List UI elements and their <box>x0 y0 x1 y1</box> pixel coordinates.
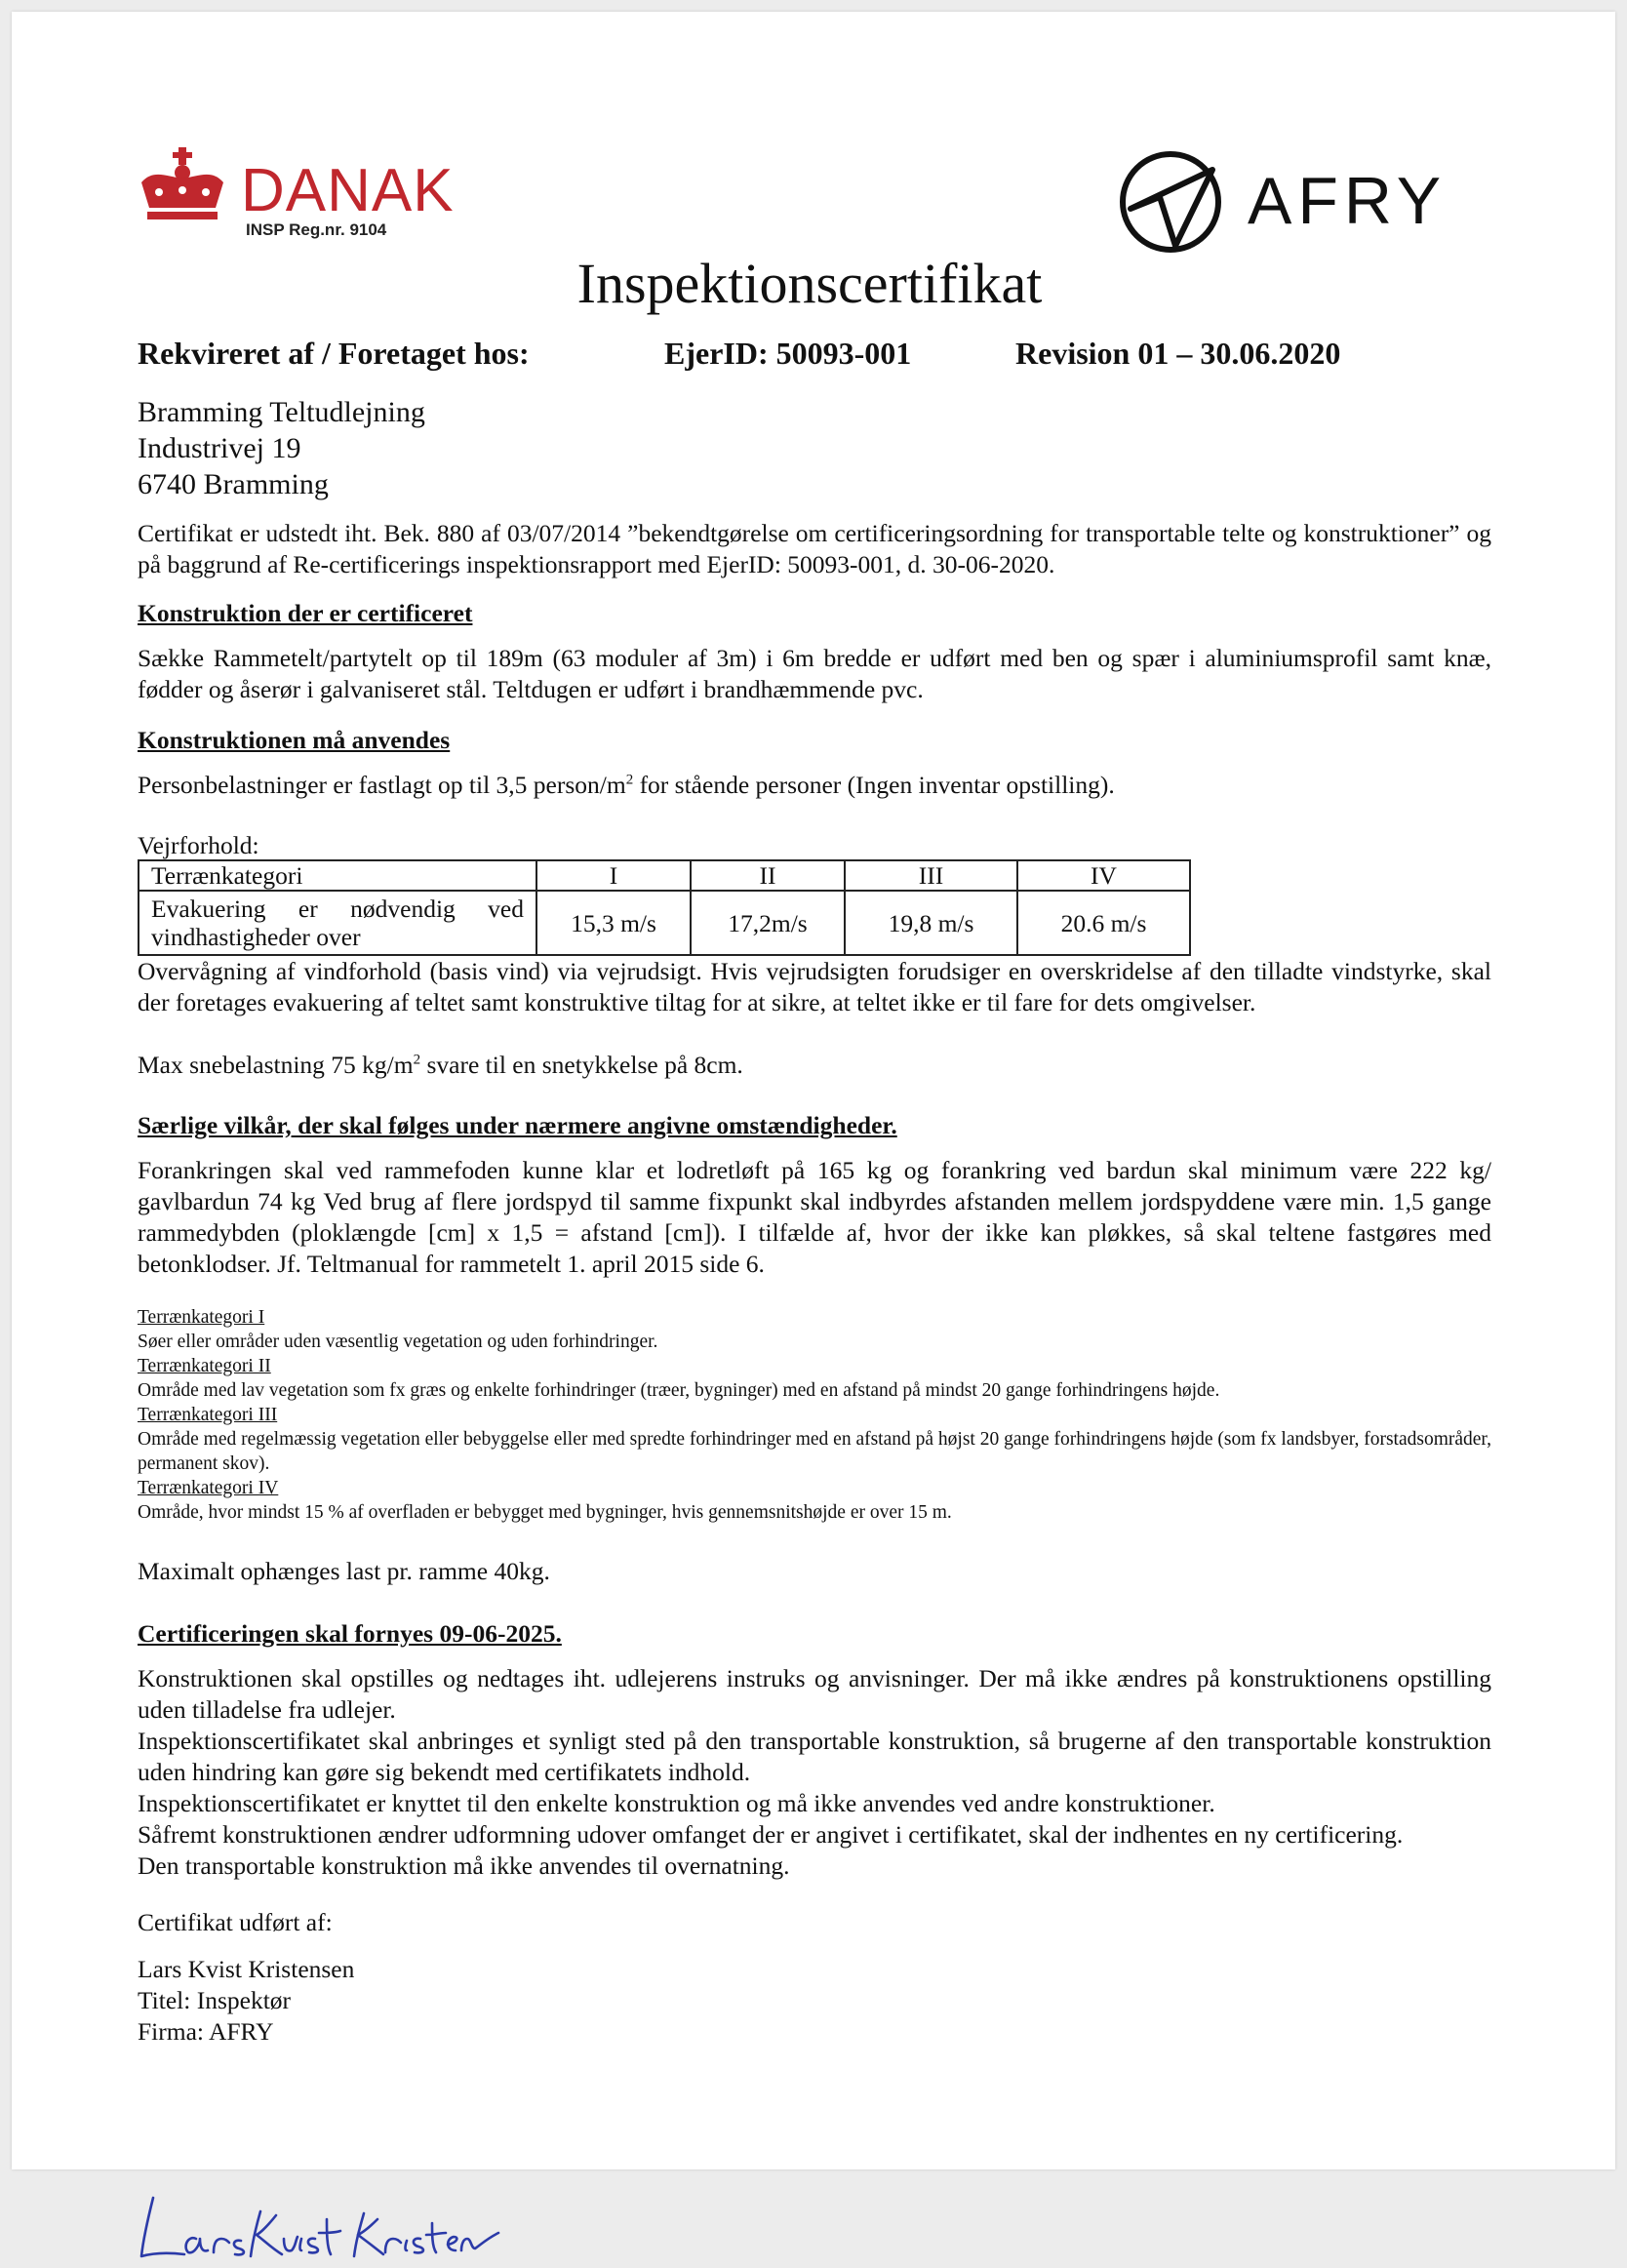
renewal-line: Såfremt konstruktionen ændrer udformning udover omfanget der er angivet i certifikatet, skal der indhentes en ny certificering. <box>138 1820 1404 1849</box>
afry-emblem-icon <box>1117 148 1224 256</box>
table-cell: 19,8 m/s <box>845 891 1017 955</box>
certificate-page <box>12 12 1615 2169</box>
document-title: Inspektionscertifikat <box>576 252 1043 315</box>
table-cell: 20.6 m/s <box>1017 891 1190 955</box>
address-line: 6740 Bramming <box>138 468 329 500</box>
main-text <box>126 518 1493 2048</box>
table-header-cell: IV <box>1017 860 1190 891</box>
address-block <box>126 394 1493 502</box>
special-conditions-heading: Særlige vilkår, der skal følges under nærmere angivne omstændigheder. <box>138 1111 897 1139</box>
construction-heading: Konstruktion der er certificeret <box>138 599 473 627</box>
snow-load-text: Max snebelastning 75 $kg/m^2$ svare til en snetykkelse på 8cm. <box>138 1051 743 1079</box>
renewal-line: Inspektionscertifikatet er knyttet til den enkelte konstruktion og må ikke anvendes ved andre konstruktioner. <box>138 1789 1215 1817</box>
table-header-cell: III <box>845 860 1017 891</box>
terrain-desc: Område med regelmæssig vegetation eller bebyggelse eller med spredte forhindringer med en afstand på højst 20 gange forhindringens højde (som fx landsbyer, forstadsområder, permanent skov). <box>138 1429 1491 1474</box>
monitoring-text: Overvågning af vindforhold (basis vind) via vejrudsigt. Hvis vejrudsigten forudsiger en overskridelse af den tilladte vindstyrke, skal der foretages evakuering af teltet samt konstruktive tiltag for at sikre, at teltet ikke er til fare for dets omgivelser. <box>138 957 1491 1016</box>
table-header-cell: Terrænkategori <box>139 860 536 891</box>
inspector-company: Firma: AFRY <box>138 2017 274 2046</box>
address-line: Industrivej 19 <box>138 432 301 464</box>
logo-row <box>126 137 1493 263</box>
table-row-label: Evakuering er nødvendig ved vindhastigheder over <box>139 891 536 955</box>
terrain-title: Terrænkategori II <box>138 1356 271 1376</box>
weather-label: Vejrforhold: <box>138 831 259 859</box>
danak-registration: INSP Reg.nr. 9104 <box>246 220 387 239</box>
afry-wordmark: AFRY <box>1248 164 1448 238</box>
special-conditions-text: Forankringen skal ved rammefoden kunne klar et lodretløft på 165 kg og forankring ved bardun skal minimum være 222 kg/ gavlbardun 74 kg Ved brug af flere jordspyd til samme fixpunkt skal indbyrdes afstanden mellem jordspyddene være min. 1,5 gange rammedybden (ploklængde [cm] x 1,5 = afstand [cm]). I tilfælde af, hvor der ikke kan pløkkes, så skal teltene fastgøres med betonklodser. Jf. Teltmanual for rammetelt 1. april 2015 side 6. <box>138 1156 1491 1278</box>
table-header-cell: II <box>691 860 845 891</box>
owner-id: EjerID: 50093-001 <box>664 336 912 371</box>
renewal-line: Konstruktionen skal opstilles og nedtages iht. udlejerens instruks og anvisninger. Der må ikke ændres på konstruktionens opstilling uden tilladelse fra udlejer. <box>138 1664 1491 1724</box>
requested-by-label: Rekvireret af / Foretaget hos: <box>138 336 530 371</box>
terrain-definitions <box>138 1305 1491 1525</box>
table-cell: 15,3 m/s <box>536 891 691 955</box>
signature <box>136 2190 506 2268</box>
danak-logo <box>136 139 467 247</box>
renewal-line: Inspektionscertifikatet skal anbringes et synligt sted på den transportable konstruktion, så brugerne af den transportable konstruktion uden hindring kan gøre sig bekendt med certifikatets indhold. <box>138 1727 1491 1786</box>
renewal-text <box>138 1663 1491 1882</box>
intro-paragraph: Certifikat er udstedt iht. Bek. 880 af 03/07/2014 ”bekendtgørelse om certificeringsordning for transportable telte og konstruktioner” og på baggrund af Re-certificerings inspektionsrapport med EjerID: 50093-001, d. 30-06-2020. <box>138 519 1491 578</box>
danak-wordmark: DANAK <box>241 157 455 224</box>
construction-text: Sække Rammetelt/partytelt op til 189m (63 moduler af 3m) i 6m bredde er udført med ben og spær i aluminiumsprofil samt knæ, fødder og åserør i galvaniseret stål. Teltdugen er udført i brandhæmmende pvc. <box>138 644 1491 703</box>
revision: Revision 01 – 30.06.2020 <box>1015 336 1341 371</box>
table-cell: 17,2m/s <box>691 891 845 955</box>
inspector-title: Titel: Inspektør <box>138 1986 292 2014</box>
max-load-text: Maximalt ophænges last pr. ramme 40kg. <box>138 1557 550 1585</box>
signoff-label: Certifikat udført af: <box>138 1908 333 1936</box>
crown-icon <box>136 147 229 229</box>
terrain-title: Terrænkategori I <box>138 1307 265 1328</box>
terrain-desc: Søer eller områder uden væsentlig vegetation og uden forhindringer. <box>138 1332 658 1352</box>
usage-heading: Konstruktionen må anvendes <box>138 726 451 754</box>
inspector-name: Lars Kvist Kristensen <box>138 1955 355 1983</box>
table-row <box>139 891 1190 955</box>
renewal-heading: Certificeringen skal fornyes 09-06-2025. <box>138 1619 562 1648</box>
terrain-title: Terrænkategori III <box>138 1405 278 1425</box>
document-body <box>126 137 1493 2048</box>
wind-table <box>138 859 1191 956</box>
renewal-line: Den transportable konstruktion må ikke anvendes til overnatning. <box>138 1851 790 1880</box>
terrain-desc: Område, hvor mindst 15 % af overfladen er bebygget med bygninger, hvis gennemsnitshøjde er over 15 m. <box>138 1502 952 1523</box>
afry-logo <box>1117 148 1497 256</box>
terrain-desc: Område med lav vegetation som fx græs og enkelte forhindringer (træer, bygninger) med en afstand på mindst 20 gange forhindringens højde. <box>138 1380 1220 1401</box>
table-row <box>139 860 1190 891</box>
person-load-text: Personbelastninger er fastlagt op til 3,5 person/$m^2$ for stående personer (Ingen inventar opstilling). <box>138 771 1115 799</box>
table-header-cell: I <box>536 860 691 891</box>
address-line: Bramming Teltudlejning <box>138 396 425 428</box>
inspector-block <box>138 1954 1491 2048</box>
meta-row <box>126 338 1493 377</box>
terrain-title: Terrænkategori IV <box>138 1478 279 1498</box>
